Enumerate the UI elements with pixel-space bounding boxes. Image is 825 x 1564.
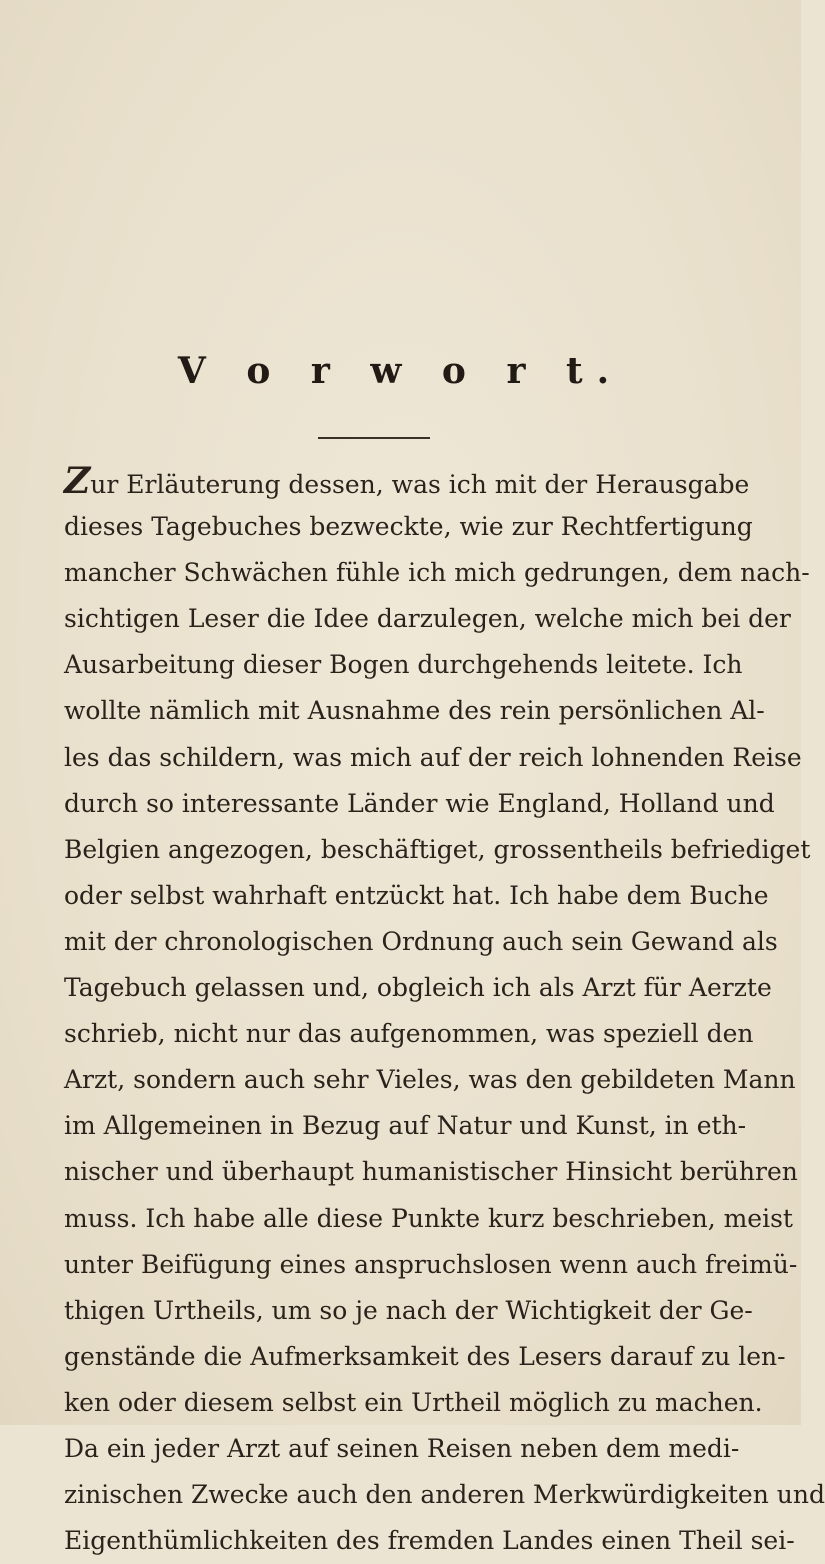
text-line xyxy=(64,458,750,504)
text-line: Eigenthümlichkeiten des fremden Landes einen Theil sei- xyxy=(64,1526,795,1556)
text-line: Da ein jeder Arzt auf seinen Reisen neben dem medi- xyxy=(64,1433,740,1463)
text-line: mit der chronologischen Ordnung auch sein Gewand als xyxy=(64,926,778,956)
drop-cap: Z xyxy=(64,460,91,502)
text-line: wollte nämlich mit Ausnahme des rein persönlichen Al- xyxy=(64,696,765,726)
text-line: durch so interessante Länder wie England, Holland und xyxy=(64,788,775,818)
text-line: oder selbst wahrhaft entzückt hat. Ich habe dem Buche xyxy=(64,880,769,910)
text-line: zinischen Zwecke auch den anderen Merkwürdigkeiten und xyxy=(64,1480,825,1510)
title-divider xyxy=(318,437,430,439)
text-line: nischer und überhaupt humanistischer Hinsicht berühren xyxy=(64,1157,798,1187)
preface-paragraph xyxy=(64,458,825,1564)
text-line: genstände die Aufmerksamkeit des Lesers darauf zu len- xyxy=(64,1341,786,1371)
text-line: sichtigen Leser die Idee darzulegen, welche mich bei der xyxy=(64,604,791,634)
text-line: Belgien angezogen, beschäftiget, grossentheils befriediget xyxy=(64,834,811,864)
text-line: Arzt, sondern auch sehr Vieles, was den gebildeten Mann xyxy=(64,1065,796,1095)
text-line: muss. Ich habe alle diese Punkte kurz beschrieben, meist xyxy=(64,1203,793,1233)
text-line: thigen Urtheils, um so je nach der Wichtigkeit der Ge- xyxy=(64,1295,753,1325)
text-line: Tagebuch gelassen und, obgleich ich als Arzt für Aerzte xyxy=(64,973,772,1003)
text-line: ken oder diesem selbst ein Urtheil möglich zu machen. xyxy=(64,1387,763,1417)
text-line: les das schildern, was mich auf der reich lohnenden Reise xyxy=(64,742,802,772)
text-line-content: ur Erläuterung dessen, was ich mit der Herausgabe xyxy=(90,470,750,499)
text-line: unter Beifügung eines anspruchslosen wenn auch freimü- xyxy=(64,1249,798,1279)
text-line: dieses Tagebuches bezweckte, wie zur Rechtfertigung xyxy=(64,512,753,542)
text-line: Ausarbeitung dieser Bogen durchgehends leitete. Ich xyxy=(64,650,743,680)
text-line: mancher Schwächen fühle ich mich gedrungen, dem nach- xyxy=(64,558,810,588)
page-title: V o r w o r t. xyxy=(177,350,624,392)
text-line: im Allgemeinen in Bezug auf Natur und Kunst, in eth- xyxy=(64,1111,747,1141)
text-line: schrieb, nicht nur das aufgenommen, was speziell den xyxy=(64,1019,754,1049)
